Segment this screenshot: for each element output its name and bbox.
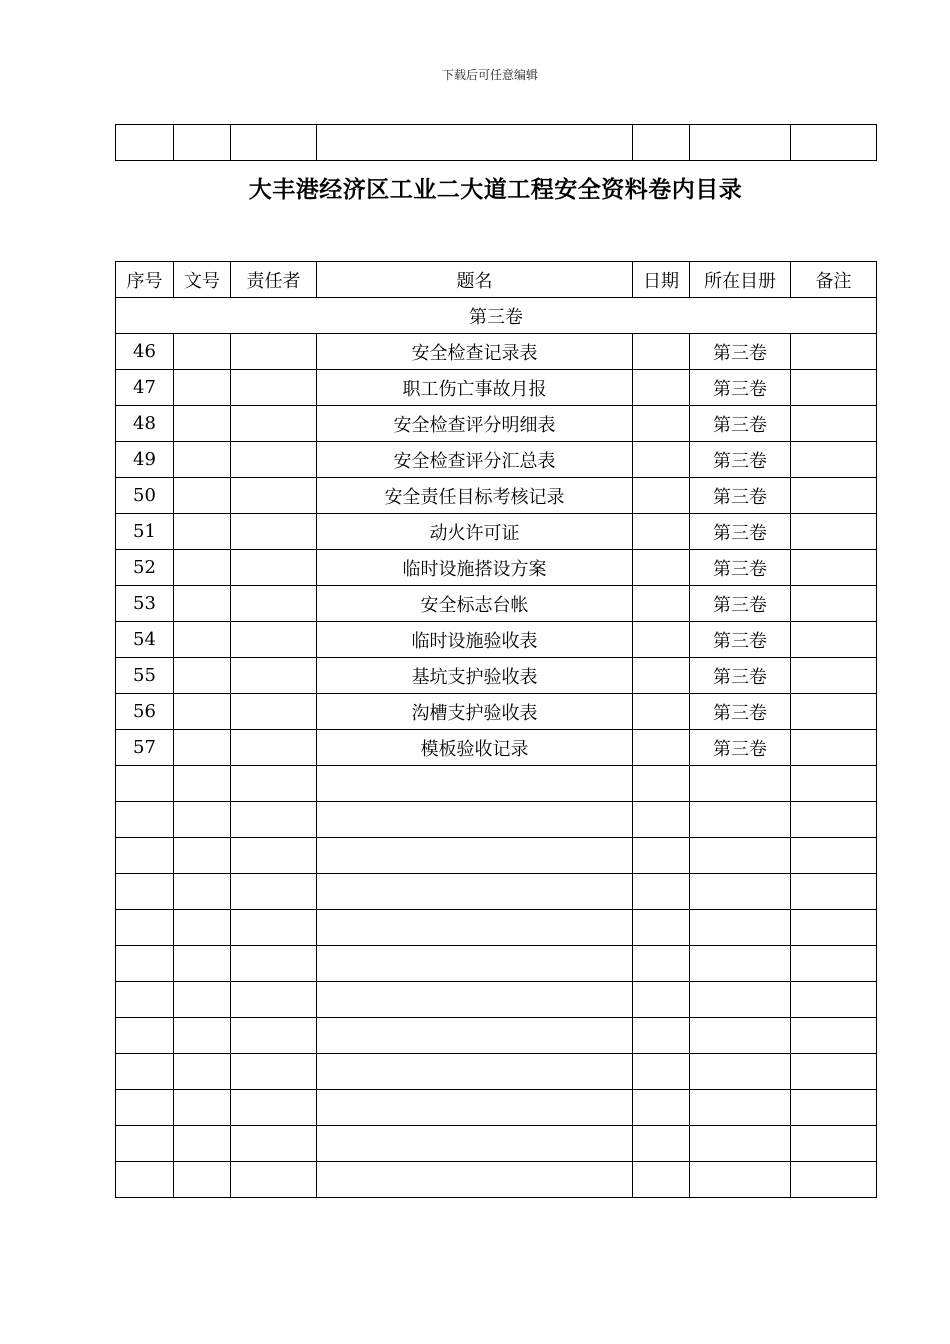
doc-no-cell bbox=[174, 946, 231, 982]
note-cell bbox=[791, 910, 877, 946]
volume-cell bbox=[690, 982, 791, 1018]
table-row bbox=[116, 586, 877, 622]
responsible-cell bbox=[231, 802, 317, 838]
table-row bbox=[116, 766, 877, 802]
table-row bbox=[116, 838, 877, 874]
table-row bbox=[116, 982, 877, 1018]
seq-cell: 49 bbox=[116, 442, 174, 478]
note-cell bbox=[791, 1162, 877, 1198]
volume-cell bbox=[690, 1054, 791, 1090]
title-cell: 安全检查记录表 bbox=[317, 334, 633, 370]
column-header-doc-no: 文号 bbox=[174, 262, 231, 298]
title-cell: 安全检查评分明细表 bbox=[317, 406, 633, 442]
seq-cell bbox=[116, 874, 174, 910]
table-row bbox=[116, 910, 877, 946]
seq-cell: 54 bbox=[116, 622, 174, 658]
doc-no-cell bbox=[174, 982, 231, 1018]
doc-no-cell bbox=[174, 406, 231, 442]
table-row bbox=[116, 1018, 877, 1054]
doc-no-cell bbox=[174, 838, 231, 874]
responsible-cell bbox=[231, 874, 317, 910]
date-cell bbox=[633, 1126, 690, 1162]
seq-cell bbox=[116, 838, 174, 874]
date-cell bbox=[633, 946, 690, 982]
note-cell bbox=[791, 1018, 877, 1054]
date-cell bbox=[633, 514, 690, 550]
table-row bbox=[116, 802, 877, 838]
column-header-note: 备注 bbox=[791, 262, 877, 298]
title-cell bbox=[317, 910, 633, 946]
note-cell bbox=[791, 730, 877, 766]
note-cell bbox=[791, 550, 877, 586]
title-cell: 临时设施搭设方案 bbox=[317, 550, 633, 586]
responsible-cell bbox=[231, 478, 317, 514]
date-cell bbox=[633, 1162, 690, 1198]
responsible-cell bbox=[231, 586, 317, 622]
seq-cell: 48 bbox=[116, 406, 174, 442]
table-row bbox=[116, 478, 877, 514]
date-cell bbox=[633, 370, 690, 406]
table-cell bbox=[116, 125, 174, 161]
date-cell bbox=[633, 1054, 690, 1090]
title-cell bbox=[317, 982, 633, 1018]
table-row bbox=[116, 658, 877, 694]
table-row bbox=[116, 406, 877, 442]
volume-cell: 第三卷 bbox=[690, 514, 791, 550]
seq-cell bbox=[116, 1054, 174, 1090]
title-cell bbox=[317, 1054, 633, 1090]
note-cell bbox=[791, 766, 877, 802]
table-row bbox=[116, 694, 877, 730]
header-note: 下载后可任意编辑 bbox=[441, 68, 538, 82]
seq-cell: 50 bbox=[116, 478, 174, 514]
note-cell bbox=[791, 1126, 877, 1162]
date-cell bbox=[633, 622, 690, 658]
table-row bbox=[116, 1090, 877, 1126]
note-cell bbox=[791, 334, 877, 370]
doc-no-cell bbox=[174, 442, 231, 478]
doc-no-cell bbox=[174, 658, 231, 694]
volume-cell: 第三卷 bbox=[690, 730, 791, 766]
seq-cell bbox=[116, 802, 174, 838]
doc-no-cell bbox=[174, 1054, 231, 1090]
seq-cell: 51 bbox=[116, 514, 174, 550]
doc-no-cell bbox=[174, 766, 231, 802]
responsible-cell bbox=[231, 982, 317, 1018]
date-cell bbox=[633, 838, 690, 874]
responsible-cell bbox=[231, 694, 317, 730]
table-row bbox=[116, 550, 877, 586]
doc-no-cell bbox=[174, 802, 231, 838]
responsible-cell bbox=[231, 1090, 317, 1126]
date-cell bbox=[633, 1018, 690, 1054]
doc-no-cell bbox=[174, 1018, 231, 1054]
column-header-title: 题名 bbox=[317, 262, 633, 298]
volume-cell bbox=[690, 1126, 791, 1162]
table-cell bbox=[791, 125, 877, 161]
responsible-cell bbox=[231, 370, 317, 406]
responsible-cell bbox=[231, 1018, 317, 1054]
section-label: 第三卷 bbox=[116, 298, 877, 334]
note-cell bbox=[791, 1090, 877, 1126]
note-cell bbox=[791, 982, 877, 1018]
table-row bbox=[116, 514, 877, 550]
responsible-cell bbox=[231, 406, 317, 442]
date-cell bbox=[633, 478, 690, 514]
table-row bbox=[116, 442, 877, 478]
title-cell: 模板验收记录 bbox=[317, 730, 633, 766]
catalog-table bbox=[115, 261, 877, 1198]
responsible-cell bbox=[231, 838, 317, 874]
date-cell bbox=[633, 766, 690, 802]
responsible-cell bbox=[231, 946, 317, 982]
responsible-cell bbox=[231, 442, 317, 478]
title-cell: 临时设施验收表 bbox=[317, 622, 633, 658]
table-cell bbox=[174, 125, 231, 161]
table-cell bbox=[231, 125, 317, 161]
doc-no-cell bbox=[174, 1090, 231, 1126]
responsible-cell bbox=[231, 910, 317, 946]
responsible-cell bbox=[231, 766, 317, 802]
seq-cell: 46 bbox=[116, 334, 174, 370]
date-cell bbox=[633, 910, 690, 946]
seq-cell bbox=[116, 1090, 174, 1126]
note-cell bbox=[791, 586, 877, 622]
title-cell: 安全标志台帐 bbox=[317, 586, 633, 622]
doc-no-cell bbox=[174, 694, 231, 730]
table-row bbox=[116, 622, 877, 658]
title-cell: 沟槽支护验收表 bbox=[317, 694, 633, 730]
doc-no-cell bbox=[174, 730, 231, 766]
document-title: 大丰港经济区工业二大道工程安全资料卷内目录 bbox=[248, 177, 743, 203]
doc-no-cell bbox=[174, 478, 231, 514]
title-cell bbox=[317, 1162, 633, 1198]
note-cell bbox=[791, 694, 877, 730]
title-cell bbox=[317, 874, 633, 910]
table-row bbox=[116, 334, 877, 370]
seq-cell bbox=[116, 1162, 174, 1198]
seq-cell bbox=[116, 910, 174, 946]
seq-cell bbox=[116, 766, 174, 802]
table-row bbox=[116, 1162, 877, 1198]
volume-cell bbox=[690, 766, 791, 802]
seq-cell: 57 bbox=[116, 730, 174, 766]
seq-cell: 53 bbox=[116, 586, 174, 622]
responsible-cell bbox=[231, 550, 317, 586]
doc-no-cell bbox=[174, 1126, 231, 1162]
title-cell bbox=[317, 1126, 633, 1162]
responsible-cell bbox=[231, 730, 317, 766]
note-cell bbox=[791, 514, 877, 550]
title-cell bbox=[317, 766, 633, 802]
table-row bbox=[116, 874, 877, 910]
volume-cell: 第三卷 bbox=[690, 658, 791, 694]
table-row bbox=[116, 1126, 877, 1162]
note-cell bbox=[791, 406, 877, 442]
volume-cell: 第三卷 bbox=[690, 622, 791, 658]
seq-cell bbox=[116, 1126, 174, 1162]
date-cell bbox=[633, 550, 690, 586]
note-cell bbox=[791, 1054, 877, 1090]
volume-cell: 第三卷 bbox=[690, 478, 791, 514]
table-cell bbox=[317, 125, 633, 161]
seq-cell: 52 bbox=[116, 550, 174, 586]
seq-cell: 55 bbox=[116, 658, 174, 694]
column-header-responsible: 责任者 bbox=[231, 262, 317, 298]
table-cell bbox=[690, 125, 791, 161]
seq-cell: 56 bbox=[116, 694, 174, 730]
seq-cell bbox=[116, 982, 174, 1018]
continuation-table bbox=[115, 124, 877, 161]
date-cell bbox=[633, 1090, 690, 1126]
date-cell bbox=[633, 442, 690, 478]
column-header-volume: 所在目册 bbox=[690, 262, 791, 298]
title-cell: 职工伤亡事故月报 bbox=[317, 370, 633, 406]
doc-no-cell bbox=[174, 514, 231, 550]
column-header-seq: 序号 bbox=[116, 262, 174, 298]
doc-no-cell bbox=[174, 1162, 231, 1198]
doc-no-cell bbox=[174, 874, 231, 910]
volume-cell bbox=[690, 838, 791, 874]
title-cell bbox=[317, 802, 633, 838]
date-cell bbox=[633, 874, 690, 910]
responsible-cell bbox=[231, 1126, 317, 1162]
date-cell bbox=[633, 586, 690, 622]
note-cell bbox=[791, 658, 877, 694]
title-cell bbox=[317, 1090, 633, 1126]
volume-cell: 第三卷 bbox=[690, 370, 791, 406]
title-cell: 基坑支护验收表 bbox=[317, 658, 633, 694]
date-cell bbox=[633, 802, 690, 838]
note-cell bbox=[791, 874, 877, 910]
table-cell bbox=[633, 125, 690, 161]
column-header-date: 日期 bbox=[633, 262, 690, 298]
doc-no-cell bbox=[174, 334, 231, 370]
seq-cell bbox=[116, 946, 174, 982]
title-cell bbox=[317, 946, 633, 982]
note-cell bbox=[791, 802, 877, 838]
table-row bbox=[116, 946, 877, 982]
volume-cell bbox=[690, 802, 791, 838]
volume-cell bbox=[690, 874, 791, 910]
note-cell bbox=[791, 478, 877, 514]
volume-cell: 第三卷 bbox=[690, 334, 791, 370]
volume-cell bbox=[690, 946, 791, 982]
title-cell: 安全检查评分汇总表 bbox=[317, 442, 633, 478]
volume-cell bbox=[690, 1018, 791, 1054]
title-cell bbox=[317, 838, 633, 874]
volume-cell bbox=[690, 910, 791, 946]
volume-cell: 第三卷 bbox=[690, 442, 791, 478]
responsible-cell bbox=[231, 622, 317, 658]
doc-no-cell bbox=[174, 910, 231, 946]
title-cell: 动火许可证 bbox=[317, 514, 633, 550]
date-cell bbox=[633, 982, 690, 1018]
title-cell bbox=[317, 1018, 633, 1054]
responsible-cell bbox=[231, 334, 317, 370]
responsible-cell bbox=[231, 1162, 317, 1198]
seq-cell bbox=[116, 1018, 174, 1054]
volume-cell: 第三卷 bbox=[690, 406, 791, 442]
date-cell bbox=[633, 694, 690, 730]
table-row bbox=[116, 730, 877, 766]
doc-no-cell bbox=[174, 586, 231, 622]
note-cell bbox=[791, 370, 877, 406]
seq-cell: 47 bbox=[116, 370, 174, 406]
date-cell bbox=[633, 406, 690, 442]
header-row bbox=[116, 262, 877, 298]
table-row bbox=[116, 1054, 877, 1090]
responsible-cell bbox=[231, 658, 317, 694]
doc-no-cell bbox=[174, 550, 231, 586]
doc-no-cell bbox=[174, 370, 231, 406]
section-row bbox=[116, 298, 877, 334]
volume-cell bbox=[690, 1090, 791, 1126]
note-cell bbox=[791, 838, 877, 874]
empty-row bbox=[116, 125, 877, 161]
note-cell bbox=[791, 946, 877, 982]
volume-cell: 第三卷 bbox=[690, 694, 791, 730]
note-cell bbox=[791, 622, 877, 658]
responsible-cell bbox=[231, 514, 317, 550]
date-cell bbox=[633, 334, 690, 370]
table-row bbox=[116, 370, 877, 406]
doc-no-cell bbox=[174, 622, 231, 658]
date-cell bbox=[633, 730, 690, 766]
volume-cell bbox=[690, 1162, 791, 1198]
title-cell: 安全责任目标考核记录 bbox=[317, 478, 633, 514]
note-cell bbox=[791, 442, 877, 478]
responsible-cell bbox=[231, 1054, 317, 1090]
volume-cell: 第三卷 bbox=[690, 586, 791, 622]
date-cell bbox=[633, 658, 690, 694]
volume-cell: 第三卷 bbox=[690, 550, 791, 586]
